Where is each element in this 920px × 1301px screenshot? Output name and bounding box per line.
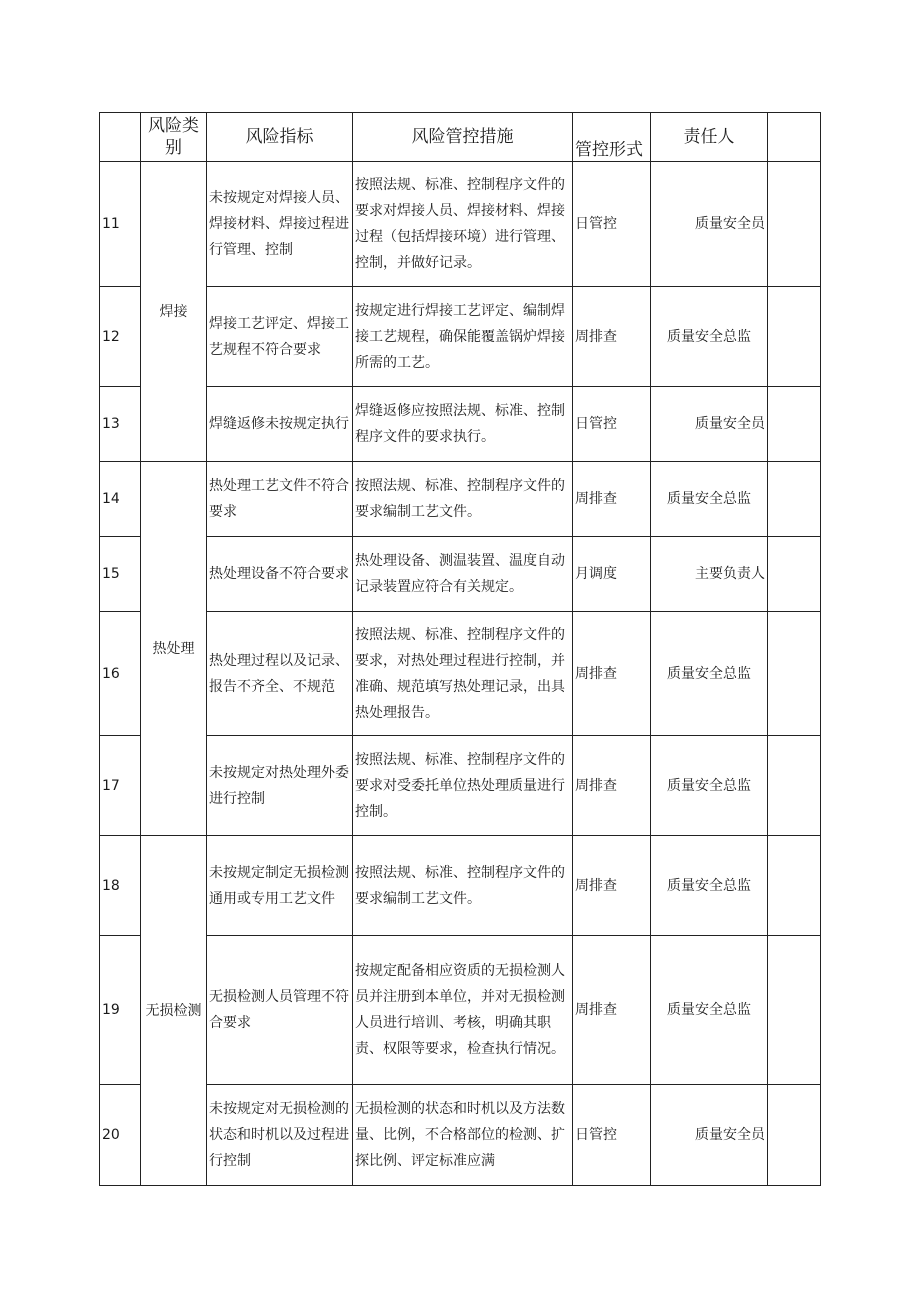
extra-cell xyxy=(768,537,821,612)
category-welding: 焊接 xyxy=(141,162,207,462)
responsible-person: 质量安全总监 xyxy=(651,836,768,936)
row-number: 19 xyxy=(100,936,141,1085)
extra-cell xyxy=(768,162,821,287)
control-form: 周排查 xyxy=(573,836,651,936)
header-row xyxy=(100,113,821,162)
control-form: 日管控 xyxy=(573,1085,651,1186)
risk-indicator: 焊缝返修未按规定执行 xyxy=(207,387,353,462)
risk-indicator: 热处理设备不符合要求 xyxy=(207,537,353,612)
control-measure: 按规定配备相应资质的无损检测人员并注册到本单位，并对无损检测人员进行培训、考核，明确其职责、权限等要求，检查执行情况。 xyxy=(353,936,573,1085)
risk-indicator: 未按规定制定无损检测通用或专用工艺文件 xyxy=(207,836,353,936)
category-heat-treatment: 热处理 xyxy=(141,462,207,836)
responsible-person: 质量安全总监 xyxy=(651,936,768,1085)
row-number: 14 xyxy=(100,462,141,537)
header-measure: 风险管控措施 xyxy=(353,113,573,162)
control-form: 月调度 xyxy=(573,537,651,612)
row-number: 16 xyxy=(100,612,141,736)
row-number: 15 xyxy=(100,537,141,612)
control-form: 周排查 xyxy=(573,462,651,537)
responsible-person: 质量安全总监 xyxy=(651,287,768,387)
control-form: 周排查 xyxy=(573,736,651,836)
control-measure: 无损检测的状态和时机以及方法数量、比例，不合格部位的检测、扩探比例、评定标准应满 xyxy=(353,1085,573,1186)
row-number: 17 xyxy=(100,736,141,836)
extra-cell xyxy=(768,612,821,736)
header-responsible: 责任人 xyxy=(651,113,768,162)
control-form: 周排查 xyxy=(573,287,651,387)
extra-cell xyxy=(768,287,821,387)
row-number: 13 xyxy=(100,387,141,462)
responsible-person: 质量安全员 xyxy=(651,162,768,287)
table-row xyxy=(100,462,821,537)
control-form: 周排查 xyxy=(573,612,651,736)
table-row xyxy=(100,387,821,462)
table-row xyxy=(100,936,821,1085)
header-form: 管控形式 xyxy=(573,113,651,162)
risk-control-table xyxy=(99,112,821,1186)
control-measure: 按照法规、标准、控制程序文件的要求，对热处理过程进行控制，并准确、规范填写热处理记录，出具热处理报告。 xyxy=(353,612,573,736)
extra-cell xyxy=(768,1085,821,1186)
risk-indicator: 未按规定对热处理外委进行控制 xyxy=(207,736,353,836)
row-number: 18 xyxy=(100,836,141,936)
responsible-person: 质量安全员 xyxy=(651,387,768,462)
control-measure: 焊缝返修应按照法规、标准、控制程序文件的要求执行。 xyxy=(353,387,573,462)
header-category: 风险类别 xyxy=(141,113,207,162)
control-measure: 按照法规、标准、控制程序文件的要求编制工艺文件。 xyxy=(353,836,573,936)
risk-indicator: 热处理工艺文件不符合要求 xyxy=(207,462,353,537)
responsible-person: 质量安全总监 xyxy=(651,462,768,537)
row-number: 11 xyxy=(100,162,141,287)
risk-indicator: 热处理过程以及记录、报告不齐全、不规范 xyxy=(207,612,353,736)
responsible-person: 质量安全总监 xyxy=(651,736,768,836)
header-extra xyxy=(768,113,821,162)
table-row xyxy=(100,1085,821,1186)
table-row xyxy=(100,287,821,387)
extra-cell xyxy=(768,387,821,462)
table-row xyxy=(100,736,821,836)
responsible-person: 质量安全员 xyxy=(651,1085,768,1186)
table-row xyxy=(100,162,821,287)
row-number: 20 xyxy=(100,1085,141,1186)
extra-cell xyxy=(768,736,821,836)
table-row xyxy=(100,612,821,736)
control-measure: 按照法规、标准、控制程序文件的要求编制工艺文件。 xyxy=(353,462,573,537)
header-no xyxy=(100,113,141,162)
risk-indicator: 焊接工艺评定、焊接工艺规程不符合要求 xyxy=(207,287,353,387)
extra-cell xyxy=(768,462,821,537)
header-indicator: 风险指标 xyxy=(207,113,353,162)
control-form: 周排查 xyxy=(573,936,651,1085)
table-row xyxy=(100,836,821,936)
category-ndt: 无损检测 xyxy=(141,836,207,1186)
responsible-person: 主要负责人 xyxy=(651,537,768,612)
control-form: 日管控 xyxy=(573,387,651,462)
risk-indicator: 未按规定对焊接人员、焊接材料、焊接过程进行管理、控制 xyxy=(207,162,353,287)
extra-cell xyxy=(768,836,821,936)
risk-indicator: 无损检测人员管理不符合要求 xyxy=(207,936,353,1085)
control-measure: 热处理设备、测温装置、温度自动记录装置应符合有关规定。 xyxy=(353,537,573,612)
responsible-person: 质量安全总监 xyxy=(651,612,768,736)
control-form: 日管控 xyxy=(573,162,651,287)
control-measure: 按照法规、标准、控制程序文件的要求对受委托单位热处理质量进行控制。 xyxy=(353,736,573,836)
table-row xyxy=(100,537,821,612)
extra-cell xyxy=(768,936,821,1085)
row-number: 12 xyxy=(100,287,141,387)
control-measure: 按照法规、标准、控制程序文件的要求对焊接人员、焊接材料、焊接过程（包括焊接环境）进行管理、控制，并做好记录。 xyxy=(353,162,573,287)
risk-indicator: 未按规定对无损检测的状态和时机以及过程进行控制 xyxy=(207,1085,353,1186)
control-measure: 按规定进行焊接工艺评定、编制焊接工艺规程，确保能覆盖锅炉焊接所需的工艺。 xyxy=(353,287,573,387)
